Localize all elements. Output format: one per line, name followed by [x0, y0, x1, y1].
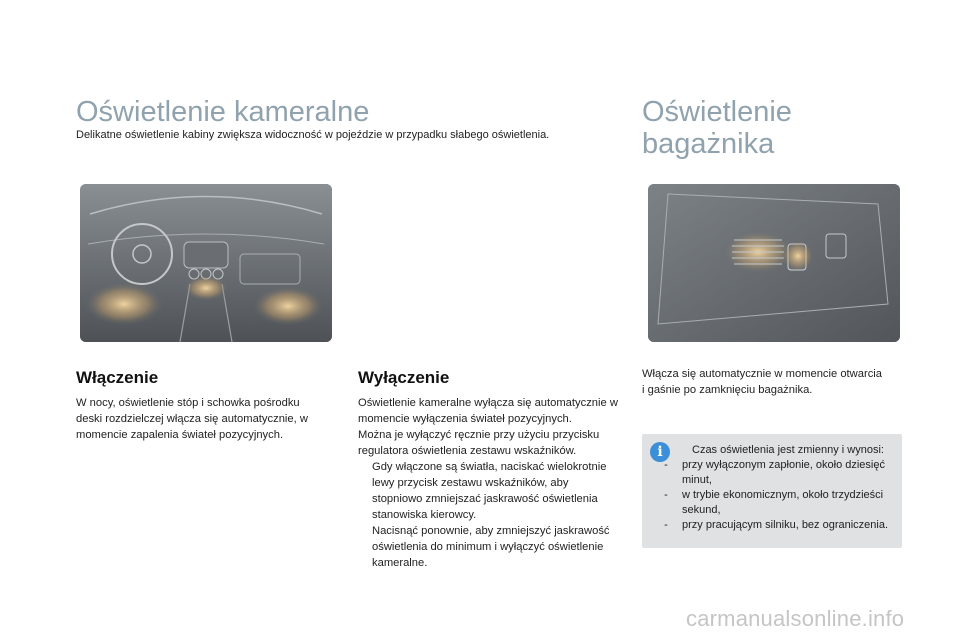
switch-on-text: W nocy, oświetlenie stóp i schowka pośrodku deski rozdzielczej włącza się automatycznie, w momencie zapalenia świateł pozycyjnych.	[76, 397, 308, 441]
watermark: carmanualsonline.info	[686, 606, 905, 631]
switch-off-para1: Oświetlenie kameralne wyłącza się automatycznie w momencie wyłączenia świateł pozycyjnych.	[358, 397, 618, 425]
cabin-lighting-title: Oświetlenie kameralne	[76, 96, 370, 128]
dash-bullet: -	[664, 519, 668, 531]
switch-off-bullet-text: Nacisnąć ponownie, aby zmniejszyć jaskrawość oświetlenia do minimum i wyłączyć oświetlenie kameralne.	[372, 525, 610, 569]
switch-on-heading: Włączenie	[76, 368, 159, 387]
note-item-text: w trybie ekonomicznym, około trzydzieści sekund,	[682, 489, 884, 516]
arrow-bullet-icon	[358, 523, 372, 571]
note-item	[650, 488, 900, 518]
switch-off-bullet	[358, 523, 620, 571]
boot-lighting-title	[642, 96, 792, 160]
boot-lighting-text: Włącza się automatycznie w momencie otwarcia i gaśnie po zamknięciu bagażnika.	[642, 368, 882, 396]
switch-off-bullet	[358, 459, 620, 523]
boot-title-line1: Oświetlenie	[642, 96, 792, 128]
switch-off-bullet-text: Gdy włączone są światła, naciskać wielokrotnie lewy przycisk zestawu wskaźników, aby stopniowo zmniejszać jaskrawość oświetlenia stanowiska kierowcy.	[372, 461, 607, 521]
dash-bullet: -	[664, 489, 668, 501]
boot-illustration	[648, 184, 900, 342]
switch-off-body	[358, 395, 620, 571]
note-visible-text	[692, 443, 897, 458]
arrow-bullet-icon	[358, 459, 372, 523]
cabin-illustration	[80, 184, 332, 342]
note-item	[650, 518, 900, 533]
note-intro-visible: Czas oświetlenia jest zmienny i wynosi:	[692, 444, 884, 456]
boot-title-line2: bagażnika	[642, 128, 775, 160]
dash-bullet: -	[664, 459, 668, 471]
switch-off-para2: Można je wyłączyć ręcznie przy użyciu przycisku regulatora oświetlenia zestawu wskaźników.	[358, 429, 600, 457]
note-item-text: przy wyłączonym zapłonie, około dziesięć minut,	[682, 459, 885, 486]
note-item	[650, 458, 900, 488]
boot-interior-photo	[648, 184, 900, 342]
cabin-interior-photo	[80, 184, 332, 342]
cabin-lighting-subtitle: Delikatne oświetlenie kabiny zwiększa widoczność w pojeździe w przypadku słabego oświetlenia.	[76, 129, 550, 141]
info-icon: i	[650, 442, 670, 462]
note-item-text: przy pracującym silniku, bez ograniczenia.	[682, 519, 889, 531]
note-items	[650, 458, 900, 533]
switch-off-heading: Wyłączenie	[358, 368, 450, 387]
